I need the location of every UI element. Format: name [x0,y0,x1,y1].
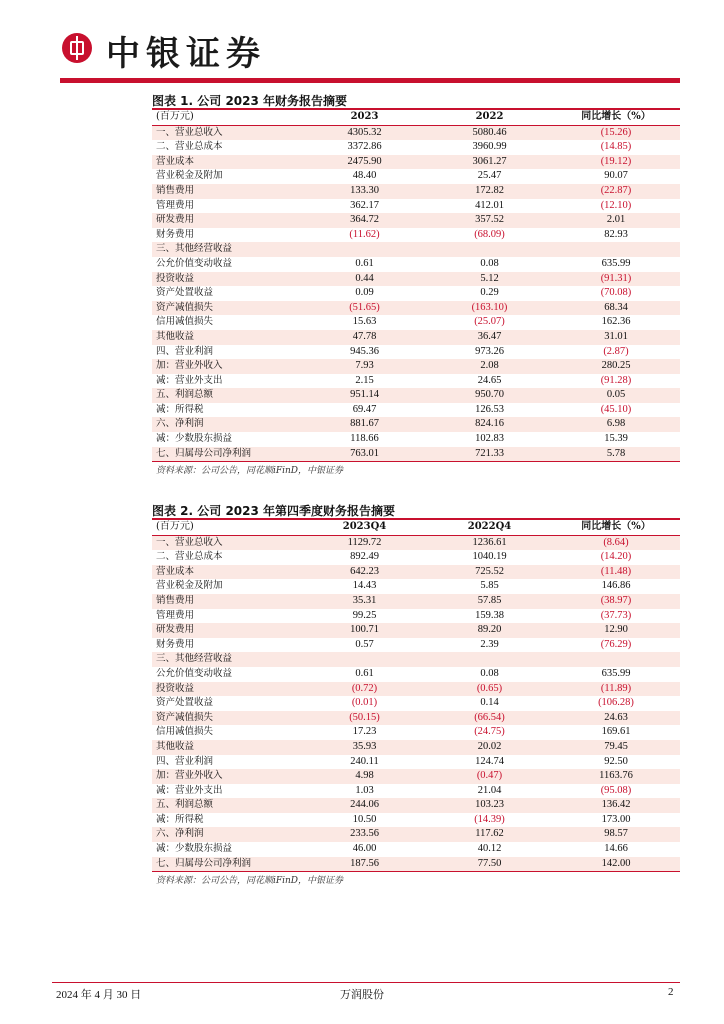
table-cell: 2.01 [552,213,680,228]
table-row [152,447,680,462]
column-header-unit: (百万元) [152,110,302,125]
row-label: 二、营业总成本 [156,141,223,153]
table-cell: (19.12) [552,155,680,170]
table-cell: 5.85 [480,580,499,592]
table-row [152,784,680,799]
table-cell: 159.38 [475,609,504,621]
table-cell: 2.08 [427,359,552,374]
table-row [152,286,680,301]
table-cell: 17.23 [352,726,377,738]
row-label: 资产减值损失 [152,711,302,726]
table-row [152,638,680,653]
row-label: 公允价值变动收益 [156,257,233,269]
column-header-yoy: 同比增长（%） [552,110,680,125]
table1-title: 图表 1. 公司 2023 年财务报告摘要 [152,94,348,108]
table-cell: 102.83 [475,433,504,445]
table-cell: 117.62 [427,827,552,842]
table-cell: (22.87) [552,184,680,199]
table-cell: 2.15 [355,374,374,386]
row-label: 营业成本 [152,155,302,170]
table-row [152,725,680,740]
row-label: 减：所得税 [156,403,204,415]
table-cell: 0.14 [480,697,499,709]
table-cell: (95.08) [600,784,632,796]
table-cell: 15.39 [604,433,628,445]
row-label: 减：营业外支出 [156,784,223,796]
table-cell: 950.70 [427,388,552,403]
table-row [152,842,680,857]
table1-source-note: 资料来源：公司公告，同花顺iFinD，中银证券 [156,466,344,476]
table-cell: 1040.19 [472,551,507,563]
table-cell: (12.10) [600,199,632,211]
table-cell: 721.33 [427,447,552,462]
table-cell: (66.54) [427,711,552,726]
table-cell: 0.29 [480,287,499,299]
table-row [152,623,680,638]
table-cell: 0.08 [480,667,499,679]
table-cell: (2.87) [603,345,629,357]
column-header-current: 2023Q4 [302,520,427,535]
table-cell: 945.36 [350,345,379,357]
row-label: 五、利润总额 [152,798,302,813]
table-cell: (163.10) [427,301,552,316]
table-cell: 126.53 [475,403,504,415]
table-cell: (14.39) [474,813,505,825]
table-row [152,682,680,697]
table-cell: 1236.61 [427,535,552,550]
row-label: 减：营业外支出 [156,374,223,386]
table-header-row [152,110,680,125]
column-header-unit: (百万元) [152,520,302,535]
table-cell: 3372.86 [347,141,382,153]
table-cell: 725.52 [427,565,552,580]
table-cell: 0.05 [552,388,680,403]
table-cell: (25.07) [474,316,505,328]
table-cell: 136.42 [552,798,680,813]
table-cell: (91.31) [552,272,680,287]
table-cell: 892.49 [350,551,379,563]
footer-date: 2024 年 4 月 30 日 [56,989,142,1001]
table-cell: (15.26) [552,125,680,140]
table-cell: 36.47 [427,330,552,345]
table-cell: 763.01 [302,447,427,462]
table-cell: 973.26 [475,345,504,357]
table1-financial-summary [152,110,680,462]
row-label: 研发费用 [152,213,302,228]
table-cell: 14.43 [352,580,377,592]
table-cell: 15.63 [352,316,377,328]
table-row [152,184,680,199]
column-header-prior: 2022Q4 [427,520,552,535]
table-cell: 57.85 [427,594,552,609]
table-cell: (76.29) [600,638,632,650]
row-label: 销售费用 [152,184,302,199]
table-cell: 133.30 [302,184,427,199]
table-row [152,345,680,360]
table-cell: (0.72) [302,682,427,697]
column-header-prior: 2022 [427,110,552,125]
row-label: 加：营业外收入 [152,769,302,784]
table-cell: 31.01 [552,330,680,345]
table-cell: 24.63 [552,711,680,726]
row-label: 营业税金及附加 [156,580,223,592]
table-cell: 635.99 [601,667,631,679]
table-cell: 124.74 [475,755,504,767]
table-row [152,798,680,813]
table-row [152,213,680,228]
table-row [152,550,680,565]
table-cell: 3960.99 [472,141,507,153]
table-cell: 24.65 [477,374,502,386]
row-label: 财务费用 [156,228,195,240]
table-cell: 100.71 [302,623,427,638]
table-cell: (0.01) [351,697,378,709]
table-cell: 169.61 [601,726,631,738]
row-label: 管理费用 [156,199,195,211]
table-cell: (0.47) [427,769,552,784]
table-row [152,417,680,432]
table-header-row [152,520,680,535]
table-cell: 412.01 [475,199,504,211]
table-cell: 280.25 [552,359,680,374]
row-label: 财务费用 [156,638,195,650]
row-label: 资产减值损失 [152,301,302,316]
row-label: 四、营业利润 [156,755,214,767]
table-cell: 357.52 [427,213,552,228]
table-cell: (14.20) [600,551,632,563]
table-cell: 881.67 [302,417,427,432]
table-row [152,140,680,155]
row-label: 营业税金及附加 [156,170,223,182]
table-cell: 99.25 [352,609,377,621]
table-row [152,740,680,755]
footer-company: 万润股份 [340,989,384,1001]
table-cell: 21.04 [477,784,502,796]
table-cell: (50.15) [302,711,427,726]
row-label: 其他收益 [152,740,302,755]
column-header-current: 2023 [302,110,427,125]
table-cell: 2475.90 [302,155,427,170]
table-cell: 0.09 [355,287,374,299]
table-cell: 35.93 [302,740,427,755]
table-cell: (11.62) [349,228,380,240]
table-row [152,594,680,609]
row-label: 三、其他经营收益 [152,652,302,667]
table2-title: 图表 2. 公司 2023 年第四季度财务报告摘要 [152,504,396,518]
page-header [0,0,724,90]
table-row [152,827,680,842]
table-row [152,257,680,272]
row-label: 减：所得税 [156,813,204,825]
table-cell: 98.57 [552,827,680,842]
table-cell: 46.00 [352,843,377,855]
table-row [152,125,680,140]
table-cell: 1163.76 [552,769,680,784]
table-cell: 25.47 [477,170,502,182]
row-label: 信用减值损失 [156,726,214,738]
row-label: 管理费用 [156,609,195,621]
table-cell: 40.12 [477,843,502,855]
table-cell: 20.02 [427,740,552,755]
table-cell: 47.78 [302,330,427,345]
table-cell: 1.03 [355,784,374,796]
table2-q4-financial-summary [152,520,680,872]
table-row [152,228,680,243]
header-divider [60,78,680,83]
table-row [152,403,680,418]
table-cell: 35.31 [302,594,427,609]
table-cell: 89.20 [427,623,552,638]
table-cell: 0.57 [355,638,374,650]
row-label: 投资收益 [152,682,302,697]
table-row [152,565,680,580]
table-cell: 0.44 [302,272,427,287]
table-cell [427,652,552,667]
column-header-yoy: 同比增长（%） [552,520,680,535]
table-cell: 187.56 [302,857,427,872]
row-label: 减：少数股东损益 [156,433,233,445]
row-label: 其他收益 [152,330,302,345]
row-label: 研发费用 [152,623,302,638]
table-cell: 233.56 [302,827,427,842]
table-cell: (106.28) [598,697,634,709]
table-row [152,242,680,257]
table-cell [552,242,680,257]
table-row [152,857,680,872]
table-cell: 240.11 [350,755,379,767]
table-cell: 4.98 [302,769,427,784]
table-cell: 642.23 [302,565,427,580]
row-label: 一、营业总收入 [152,125,302,140]
table-cell: 10.50 [352,813,377,825]
row-label: 信用减值损失 [156,316,214,328]
footer-divider [52,982,680,983]
row-label: 销售费用 [152,594,302,609]
table-cell: 364.72 [302,213,427,228]
table-cell: 82.93 [604,228,628,240]
row-label: 二、营业总成本 [156,551,223,563]
table-cell: 5080.46 [427,125,552,140]
table-cell: 77.50 [427,857,552,872]
table-cell: (68.09) [474,228,505,240]
table-cell: (51.65) [302,301,427,316]
table-cell: (24.75) [474,726,505,738]
table-row [152,609,680,624]
table-row [152,579,680,594]
table-cell: 90.07 [604,170,628,182]
table-cell: 1129.72 [302,535,427,550]
table-cell: 0.61 [355,257,374,269]
table-cell: (38.97) [552,594,680,609]
table-cell: 79.45 [552,740,680,755]
table-cell: (45.10) [600,403,632,415]
table-cell: 0.08 [480,257,499,269]
table-cell: 92.50 [604,755,628,767]
table-row [152,301,680,316]
table-cell [302,652,427,667]
table-cell: (8.64) [552,535,680,550]
table-cell: (11.89) [552,682,680,697]
table-cell: (91.28) [600,374,632,386]
table-row [152,813,680,828]
row-label: 资产处置收益 [156,287,214,299]
table-cell: 118.66 [350,433,379,445]
table-cell: (70.08) [600,287,632,299]
table-cell: 103.23 [427,798,552,813]
table-cell: 48.40 [352,170,377,182]
table-cell: 635.99 [601,257,631,269]
table2-source-note: 资料来源：公司公告，同花顺iFinD，中银证券 [156,876,344,886]
row-label: 一、营业总收入 [152,535,302,550]
row-label: 五、利润总额 [152,388,302,403]
table-row [152,374,680,389]
table-cell: (11.48) [552,565,680,580]
row-label: 公允价值变动收益 [156,667,233,679]
table-row [152,169,680,184]
table-row [152,199,680,214]
row-label: 七、归属母公司净利润 [152,447,302,462]
table-cell [552,652,680,667]
table-cell: 68.34 [552,301,680,316]
table-cell: 6.98 [552,417,680,432]
table-cell: 5.12 [427,272,552,287]
table-cell: 0.61 [355,667,374,679]
table-row [152,652,680,667]
table-cell: 14.66 [604,843,628,855]
table-cell: 824.16 [427,417,552,432]
footer-page-number: 2 [668,986,674,998]
table-row [152,330,680,345]
table-cell: (37.73) [600,609,632,621]
row-label: 三、其他经营收益 [152,242,302,257]
table-cell: 2.39 [480,638,499,650]
table-cell: (14.85) [600,141,632,153]
row-label: 资产处置收益 [156,697,214,709]
table-row [152,359,680,374]
table-cell: 12.90 [552,623,680,638]
table-cell [427,242,552,257]
table-cell: 69.47 [352,403,377,415]
row-label: 六、净利润 [152,827,302,842]
table-cell: 362.17 [350,199,379,211]
table-cell: 5.78 [552,447,680,462]
table-cell: 162.36 [601,316,631,328]
table-cell: 173.00 [601,813,631,825]
table-cell: 7.93 [302,359,427,374]
table-cell: 244.06 [302,798,427,813]
table-cell: 3061.27 [427,155,552,170]
table-cell: 4305.32 [302,125,427,140]
table-cell: 142.00 [552,857,680,872]
table-row [152,388,680,403]
row-label: 营业成本 [152,565,302,580]
table-row [152,432,680,447]
table-row [152,272,680,287]
row-label: 七、归属母公司净利润 [152,857,302,872]
table-row [152,696,680,711]
table-cell: (0.65) [427,682,552,697]
table-cell: 172.82 [427,184,552,199]
row-label: 投资收益 [152,272,302,287]
row-label: 减：少数股东损益 [156,843,233,855]
table-row [152,755,680,770]
row-label: 四、营业利润 [156,345,214,357]
brand-name: 中银证券 [106,34,266,74]
table-cell: 146.86 [601,580,631,592]
table-row [152,155,680,170]
table-cell [302,242,427,257]
row-label: 六、净利润 [152,417,302,432]
table-row [152,535,680,550]
table-row [152,711,680,726]
bank-logo-icon [62,33,92,63]
table-cell: 951.14 [302,388,427,403]
table-row [152,315,680,330]
row-label: 加：营业外收入 [152,359,302,374]
table-row [152,667,680,682]
table-row [152,769,680,784]
